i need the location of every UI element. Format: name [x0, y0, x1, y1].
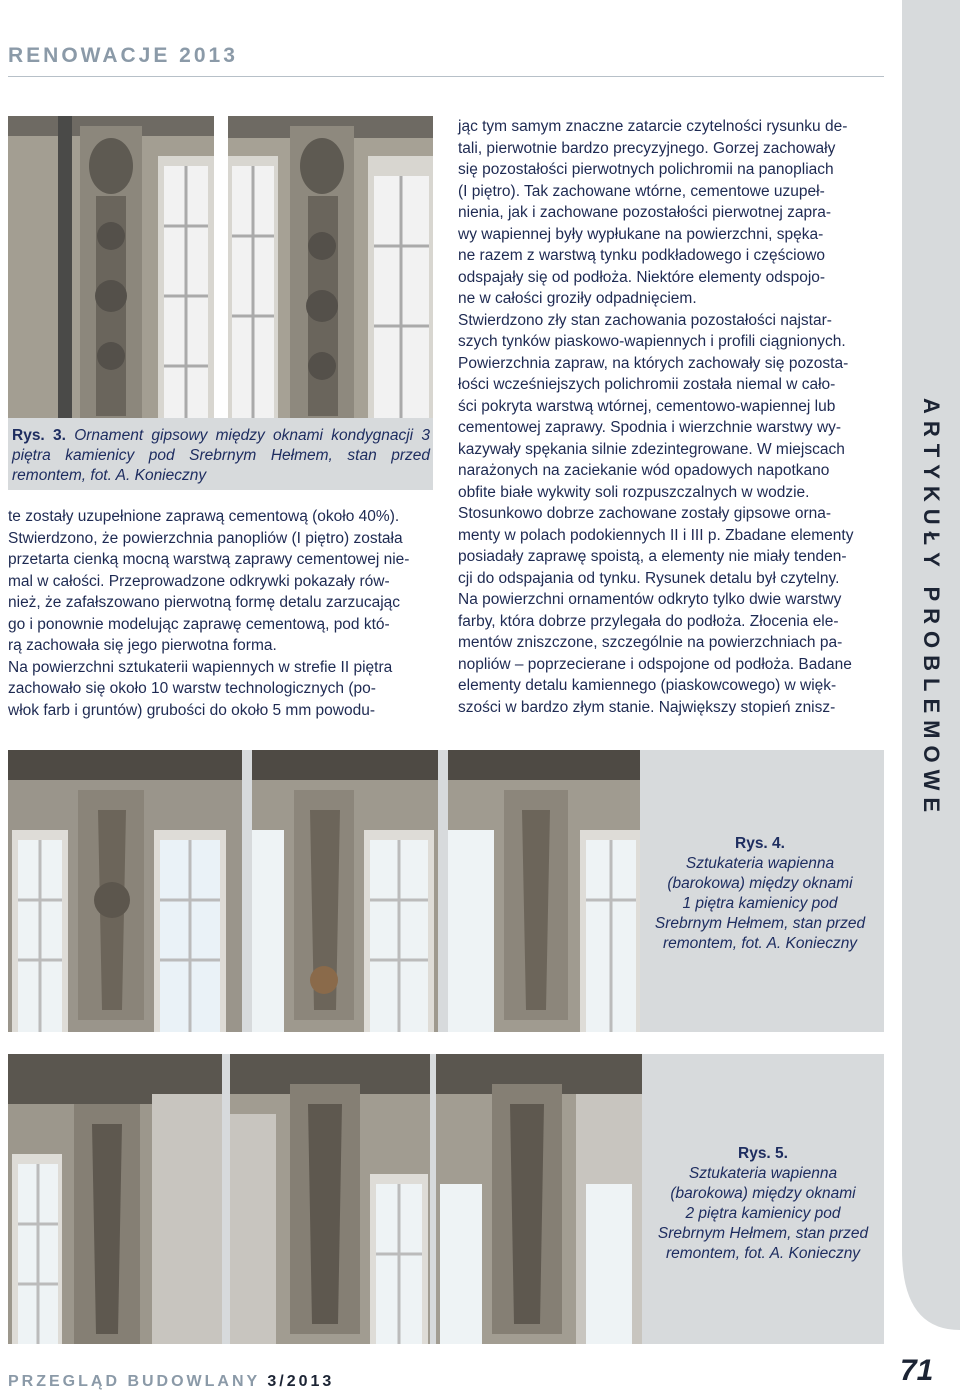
figure-3-caption — [12, 426, 430, 486]
text-line: tali, pierwotnie bardzo precyzyjnego. Gorzej zachowały — [458, 139, 836, 157]
text-line: mal w całości. Przeprowadzone odkrywki pokazały rów- — [8, 572, 390, 590]
figure-4-photo-2 — [252, 750, 438, 1032]
text-line: ści pokryta warstwą wtórnej, cementowo-wapiennej lub — [458, 397, 836, 415]
text-line: elementy detalu kamiennego (piaskowcowego) w więk- — [458, 677, 837, 694]
text-line: się pozostałości pierwotnych polichromii na panopliach — [458, 161, 834, 178]
figure-3-photo-right — [228, 116, 433, 418]
figure-3-text: Ornament gipsowy między oknami kondygnacji 3 piętra kamienicy pod Srebrnym Hełmem, stan przed remontem, fot. A. Konieczny — [12, 427, 430, 484]
text-line: przetarta cienką mocną warstwą zaprawy cementowej nie- — [8, 551, 410, 568]
text-line: włok farb i gruntów) grubości do około 5 mm powodu- — [8, 701, 376, 719]
text-line: Stwierdzono zły stan zachowania pozostałości najstar- — [458, 311, 832, 329]
caption-line: remontem, fot. A. Konieczny — [662, 935, 858, 952]
caption-line: 1 piętra kamienicy pod — [682, 895, 838, 912]
text-line: te zostały uzupełnione zaprawą cementową (około 40%). — [8, 508, 400, 525]
header-rule — [8, 76, 884, 77]
figure-5-label: Rys. 5. — [738, 1145, 788, 1162]
journal-issue: 3/2013 — [267, 1373, 335, 1390]
figure-4-caption — [645, 834, 875, 954]
text-line: zachowało się około 10 warstw technologicznych (po- — [8, 680, 376, 697]
text-line: rą zachowała się jego pierwotna forma. — [8, 637, 277, 654]
caption-line: (barokowa) między oknami — [670, 1185, 856, 1202]
caption-line: Srebrnym Hełmem, stan przed — [657, 1225, 869, 1242]
right-text-column — [458, 116, 886, 718]
figure-5-caption — [648, 1144, 878, 1264]
text-line: menty w polach podokiennych II i III p. Zbadane elementy — [458, 526, 854, 544]
page-number: 71 — [900, 1354, 934, 1387]
figure-3-label: Rys. 3. — [12, 427, 66, 444]
text-line: Stwierdzono, że powierzchnia panopliów (I piętro) została — [8, 529, 403, 547]
caption-line: Srebrnym Hełmem, stan przed — [654, 915, 866, 932]
text-line: Powierzchnia zapraw, na których zachowały się pozosta- — [458, 354, 849, 372]
text-line: ne razem z warstwą tynku podkładowego i częściowo — [458, 247, 826, 264]
text-line: nież, że zafałszowano pierwotną formę detalu zarzucając — [8, 594, 401, 611]
figure-5-photo-3 — [436, 1054, 642, 1344]
caption-line: 2 piętra kamienicy pod — [685, 1205, 841, 1222]
journal-name: PRZEGLĄD BUDOWLANY — [8, 1373, 260, 1390]
caption-line: Sztukateria wapienna — [688, 1165, 838, 1182]
text-line: ne w całości groziły odpadnięciem. — [458, 290, 697, 307]
figure-3-photo-left — [8, 116, 214, 418]
figure-4-photo-3 — [448, 750, 640, 1032]
figure-4-label: Rys. 4. — [735, 835, 785, 852]
journal-footer — [8, 1373, 334, 1391]
text-line: łości wcześniejszych polichromii została niemal w cało- — [458, 376, 836, 393]
text-line: wy wapiennej były wypłukane na powierzchni, spęka- — [458, 225, 824, 243]
running-header: RENOWACJE 2013 — [8, 44, 238, 67]
text-line: nienia, jak i zachowane pozostałości pierwotnej zapra- — [458, 204, 832, 221]
text-line: cji do odspajania od tynku. Rysunek detalu był czytelny. — [458, 569, 840, 587]
caption-line: (barokowa) między oknami — [667, 875, 853, 892]
text-line: narażonych na zaciekanie wód opadowych napotkano — [458, 462, 830, 479]
text-line: mentów zniszczone, szczególnie na powierzchniach pa- — [458, 634, 843, 651]
text-line: posiadały zaprawę spoistą, a elementy nie miały tenden- — [458, 548, 847, 565]
text-line: cementowej zaprawy. Spodnia i wierzchnie warstwy wy- — [458, 419, 842, 436]
text-line: Stosunkowo dobrze zachowane zostały gipsowe orna- — [458, 505, 832, 522]
figure-5-photo-1 — [8, 1054, 222, 1344]
text-line: szych tynków piaskowo-wapiennych i profili ciągnionych. — [458, 333, 846, 350]
text-line: obfite białe wykwity soli rozpuszczalnych w wodzie. — [458, 483, 810, 501]
text-line: odspajały się od podłoża. Niektóre elementy odspojo- — [458, 268, 826, 286]
figure-5-photo-2 — [230, 1054, 430, 1344]
section-label: ARTYKUŁY PROBLEMOWE — [919, 398, 944, 820]
text-line: kazywały spękania silnie zdezintegrowane. W miejscach — [458, 440, 845, 458]
text-line: (I piętro). Tak zachowane wtórne, cementowe uzupeł- — [458, 182, 825, 200]
text-line: farby, która dobrze przylegała do podłoża. Złocenia ele- — [458, 612, 839, 630]
text-line: jąc tym samym znaczne zatarcie czytelności rysunku de- — [458, 118, 848, 135]
left-text-column — [8, 506, 433, 721]
text-line: nopliów – poprzecierane i odspojone od podłoża. Badane — [458, 655, 852, 673]
side-band-curve — [902, 1190, 960, 1330]
text-line: Na powierzchni sztukaterii wapiennych w strefie II piętra — [8, 658, 393, 676]
text-line: Na powierzchni ornamentów odkryto tylko dwie warstwy — [458, 591, 842, 608]
figure-4-photo-1 — [8, 750, 242, 1032]
text-line: szości w bardzo złym stanie. Największy stopień znisz- — [458, 698, 836, 716]
caption-line: Sztukateria wapienna — [685, 855, 835, 872]
text-line: go i ponownie modelując zaprawę cementową, pod któ- — [8, 615, 390, 633]
caption-line: remontem, fot. A. Konieczny — [665, 1245, 861, 1262]
